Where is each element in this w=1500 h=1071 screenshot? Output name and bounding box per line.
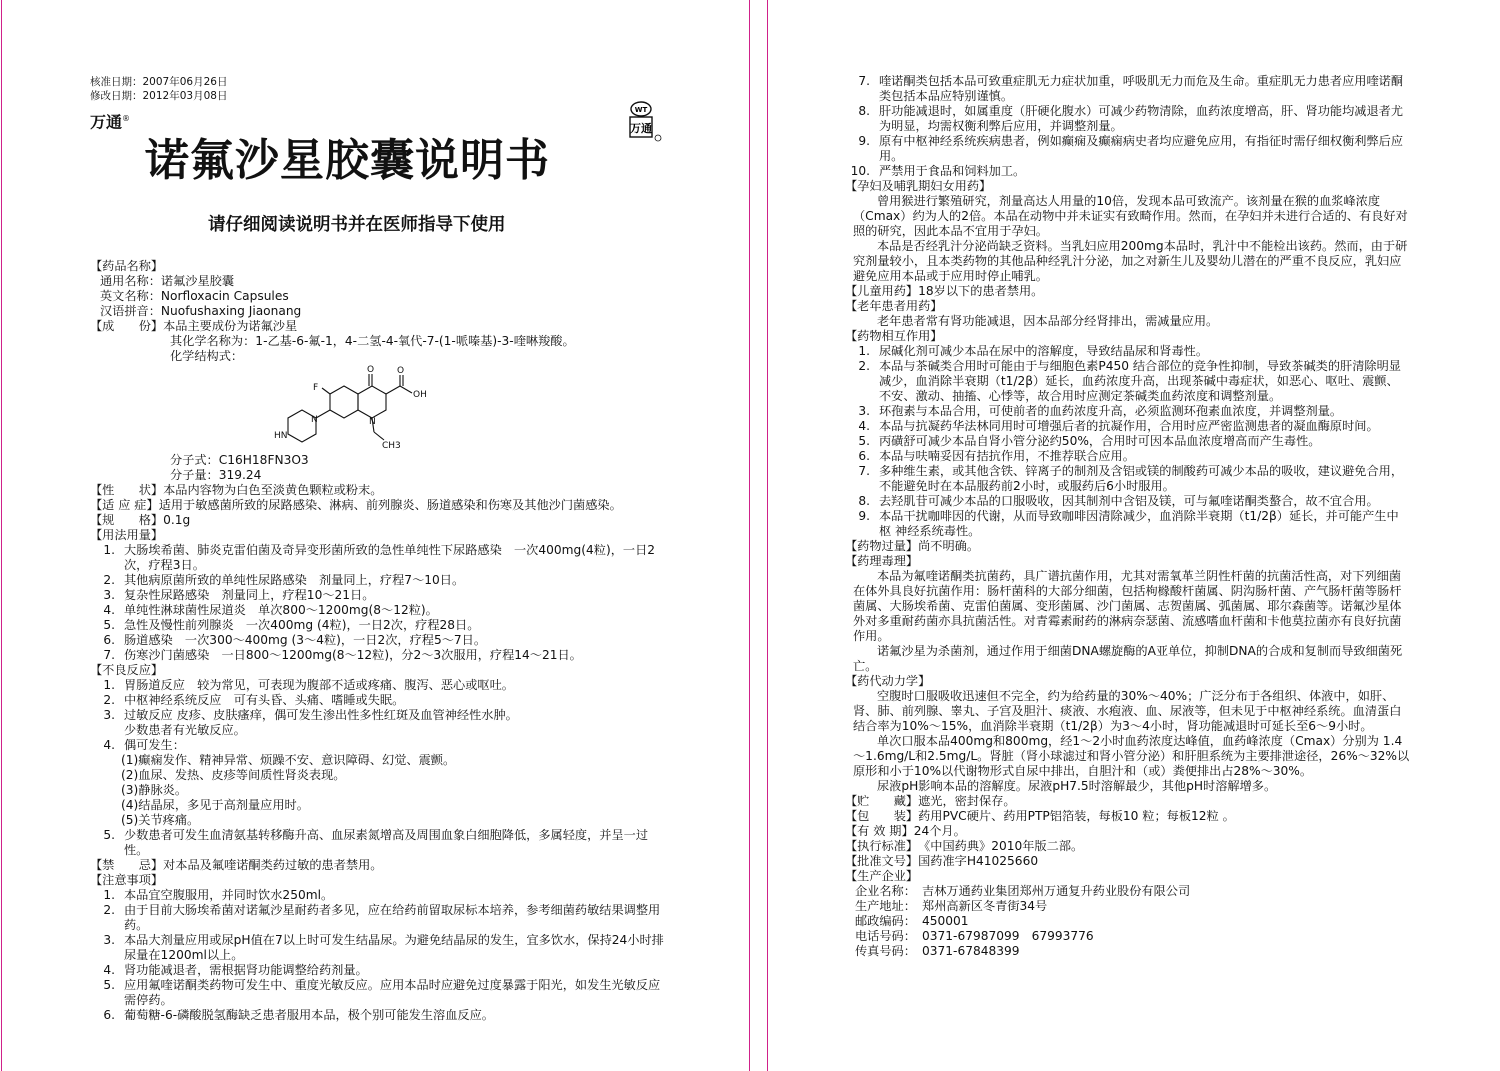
list-item-number: 1. — [103, 543, 115, 557]
sub-list-item: (3)静脉炎。 — [121, 783, 188, 797]
list-item-text: 丙磺舒可减少本品自肾小管分泌约50%，合用时可因本品血浓度增高而产生毒性。 — [879, 434, 1321, 448]
adverse-3-continued: 少数患者有光敏反应。 — [124, 723, 246, 737]
left-body — [90, 259, 670, 1023]
list-item-text: 大肠埃希菌、肺炎克雷伯菌及奇异变形菌所致的急性单纯性下尿路感染 一次400mg(4粒)，一日2次，疗程3日。 — [124, 543, 656, 572]
list-item — [90, 903, 670, 933]
precautions-list — [90, 888, 670, 1023]
approval-row — [845, 854, 1410, 869]
validity-text: 24个月。 — [913, 824, 966, 838]
list-item-text: 环孢素与本品合用，可使前者的血药浓度升高，必须监测环孢素血浓度，并调整剂量。 — [879, 404, 1343, 418]
svg-text:N: N — [311, 415, 318, 425]
precautions-header: 【注意事项】 — [90, 873, 164, 887]
list-item-number: 7. — [858, 464, 870, 478]
pharmacology-header: 【药理毒理】 — [845, 554, 919, 568]
list-item-number: 8. — [858, 104, 870, 118]
list-item-number: 3. — [858, 404, 870, 418]
list-item — [845, 404, 1410, 419]
approval-label: 【批准文号】 — [845, 854, 919, 868]
adverse-list — [90, 678, 670, 723]
properties-row — [90, 483, 670, 498]
list-item-number: 9. — [858, 509, 870, 523]
usage-header: 【用法用量】 — [90, 528, 164, 542]
sub-list-item: (4)结晶尿，多见于高剂量应用时。 — [121, 798, 309, 812]
standard-label: 【执行标准】 — [845, 839, 919, 853]
page-fold-left — [749, 0, 750, 1071]
list-item-text: 肾功能减退者，需根据肾功能调整给药剂量。 — [124, 963, 368, 977]
children-label: 【儿童用药】 — [845, 284, 919, 298]
approval-date: 核准日期：2007年06月26日 — [90, 76, 228, 88]
list-item-number: 2. — [103, 903, 115, 917]
list-item — [845, 434, 1410, 449]
contra-row — [90, 858, 670, 873]
list-item — [90, 618, 670, 633]
list-item-text: 喹诺酮类包括本品可致重症肌无力症状加重，呼吸肌无力而危及生命。重症肌无力患者应用喹诺酮类包括本品应特别谨慎。 — [879, 74, 1404, 103]
list-item-text: 过敏反应 皮疹、皮肤瘙痒，偶可发生渗出性多性红斑及血管神经性水肿。 — [124, 708, 518, 722]
list-item-text: 急性及慢性前列腺炎 一次400mg (4粒)，一日2次，疗程28日。 — [124, 618, 480, 632]
wantong-logo-icon — [622, 100, 664, 144]
indications-row — [90, 498, 670, 513]
svg-text:O: O — [367, 365, 375, 375]
list-item-number: 7. — [858, 74, 870, 88]
precautions-continued-list — [845, 74, 1410, 179]
standard-text: 《中国药典》2010年版二部。 — [918, 839, 1084, 853]
pk-paragraph-1: 空腹时口服吸收迅速但不完全，约为给药量的30%～40%；广泛分布于各组织、体液中，如肝、肾、肺、前列腺、睾丸、子宫及胆汁、痰液、水疱液、血、尿液等，但未见于中枢神经系统。血清蛋白结合率为10%～15%，血消除半衰期（t1/2β）为3～4小时，肾功能减退时可延长至6～9小时。 — [853, 689, 1402, 733]
validity-row — [845, 824, 1410, 839]
list-item-number: 7. — [103, 648, 115, 662]
children-text: 18岁以下的患者禁用。 — [918, 284, 1044, 298]
list-item — [90, 978, 670, 1008]
list-item — [90, 573, 670, 588]
list-item — [90, 708, 670, 723]
svg-text:F: F — [313, 383, 319, 393]
list-item: 4. 偶可发生： — [90, 738, 670, 753]
list-item-text: 伤寒沙门菌感染 一日800～1200mg(8～12粒)，分2～3次服用，疗程14～21日。 — [124, 648, 582, 662]
pharmacology-paragraph-1: 本品为氟喹诺酮类抗菌药，具广谱抗菌作用，尤其对需氧革兰阴性杆菌的抗菌活性高，对下列细菌在体外具良好抗菌作用：肠杆菌科的大部分细菌，包括枸橼酸杆菌属、阴沟肠杆菌、产气肠杆菌等肠杆菌属、大肠埃希菌、克雷伯菌属、变形菌属、沙门菌属、志贺菌属、弧菌属、耶尔森菌等。诺氟沙星体外对多重耐药菌亦具抗菌活性。对青霉素耐药的淋病奈瑟菌、流感嗜血杆菌和卡他莫拉菌亦有良好抗菌作用。 — [853, 569, 1402, 643]
list-item — [845, 449, 1410, 464]
list-item-text: 由于目前大肠埃希菌对诺氟沙星耐药者多见，应在给药前留取尿标本培养，参考细菌药敏结果调整用药。 — [124, 903, 661, 932]
standard-row — [845, 839, 1410, 854]
company-address: 生产地址： 郑州高新区冬青街34号 — [855, 899, 1048, 913]
list-item-text: 中枢神经系统反应 可有头昏、头痛、嗜睡或失眠。 — [124, 693, 405, 707]
spec-text: 0.1g — [163, 513, 191, 527]
adverse-4-text: 偶可发生： — [124, 738, 185, 752]
list-item-text: 尿碱化剂可减少本品在尿中的溶解度，导致结晶尿和肾毒性。 — [879, 344, 1209, 358]
list-item — [90, 543, 670, 573]
list-item-text: 多种维生素，或其他含铁、锌离子的制剂及含铝或镁的制酸药可减少本品的吸收，建议避免合用，不能避免时在本品服药前2小时，或服药后6小时服用。 — [879, 464, 1404, 493]
chemical-name: 其化学名称为：1-乙基-6-氟-1，4-二氢-4-氧代-7-(1-哌嗪基)-3-喹啉羧酸。 — [170, 334, 575, 348]
list-item-number: 4. — [858, 419, 870, 433]
interactions-header: 【药物相互作用】 — [845, 329, 943, 343]
list-item-number: 6. — [103, 1008, 115, 1022]
list-item — [845, 74, 1410, 104]
list-item-number: 5. — [858, 434, 870, 448]
svg-text:HN: HN — [274, 431, 288, 441]
list-item — [845, 344, 1410, 359]
list-item — [90, 693, 670, 708]
pinyin-name: 汉语拼音：Nuofushaxing Jiaonang — [100, 304, 302, 318]
list-item-text: 本品干扰咖啡因的代谢，从而导致咖啡因清除减少，血消除半衰期（t1/2β）延长，并可能产生中枢 神经系统毒性。 — [879, 509, 1399, 538]
list-item — [845, 419, 1410, 434]
storage-text: 遮光，密封保存。 — [918, 794, 1016, 808]
list-item-text: 肠道感染 一次300～400mg (3～4粒)，一日2次，疗程5～7日。 — [124, 633, 487, 647]
list-item — [845, 509, 1410, 539]
list-item-number: 8. — [858, 494, 870, 508]
svg-text:CH3: CH3 — [382, 441, 401, 451]
list-item-text: 本品与呋喃妥因有拮抗作用，不推荐联合应用。 — [879, 449, 1135, 463]
list-item-number: 6. — [858, 449, 870, 463]
spec-label: 【规 格】 — [90, 513, 164, 527]
children-row — [845, 284, 1410, 299]
list-item-number: 3. — [103, 588, 115, 602]
list-item-number: 2. — [103, 573, 115, 587]
list-item-text: 应用氟喹诺酮类药物可发生中、重度光敏反应。应用本品时应避免过度暴露于阳光，如发生光敏反应需停药。 — [124, 978, 661, 1007]
overdose-row — [845, 539, 1410, 554]
drug-name-header: 【药品名称】 — [90, 259, 164, 273]
list-item: 5. 少数患者可发生血清氨基转移酶升高、血尿素氮增高及周围血象白细胞降低，多属轻度，并呈一过性。 — [90, 828, 670, 858]
list-item-number: 4. — [103, 603, 115, 617]
list-item-number: 1. — [858, 344, 870, 358]
sub-list-item: (1)癫痫发作、精神异常、烦躁不安、意识障碍、幻觉、震颤。 — [121, 753, 456, 767]
contra-text: 对本品及氟喹诺酮类药过敏的患者禁用。 — [163, 858, 383, 872]
list-item — [845, 134, 1410, 164]
list-item — [845, 464, 1410, 494]
list-item-number: 5. — [103, 618, 115, 632]
pregnancy-paragraph-1: 曾用猴进行繁殖研究，剂量高达人用量的10倍，发现本品可致流产。该剂量在猴的血浆峰浓度（Cmax）约为人的2倍。本品在动物中并未证实有致畸作用。然而，在孕妇并未进行合适的、有良好对照的研究，因此本品不宜用于孕妇。 — [853, 194, 1408, 238]
pharmacology-paragraph-2: 诺氟沙星为杀菌剂，通过作用于细菌DNA螺旋酶的A亚单位，抑制DNA的合成和复制而导致细菌死亡。 — [853, 644, 1403, 673]
list-item — [845, 104, 1410, 134]
validity-label: 【有 效 期】 — [845, 824, 914, 838]
list-item-number: 9. — [858, 134, 870, 148]
list-item-number: 3. — [103, 708, 115, 722]
chemical-structure-diagram — [270, 364, 450, 456]
composition-text: 本品主要成份为诺氟沙星 — [163, 319, 298, 333]
pk-header: 【药代动力学】 — [845, 674, 931, 688]
list-item — [90, 963, 670, 978]
adverse-5-text: 少数患者可发生血清氨基转移酶升高、血尿素氮增高及周围血象白细胞降低，多属轻度，并呈一过性。 — [124, 828, 649, 857]
list-item — [90, 888, 670, 903]
pregnancy-header: 【孕妇及哺乳期妇女用药】 — [845, 179, 992, 193]
storage-label: 【贮 藏】 — [845, 794, 919, 808]
list-item — [90, 1008, 670, 1023]
english-name: 英文名称：Norfloxacin Capsules — [100, 289, 289, 303]
left-page-border — [1, 0, 2, 1071]
pk-paragraph-2: 单次口服本品400mg和800mg，经1～2小时血药浓度达峰值，血药峰浓度（Cmax）分别为 1.4～1.6mg/L和2.5mg/L。肾脏（肾小球滤过和肾小管分泌）和肝胆系统为主要排泄途径，26%～32%以原形和小于10%以代谢物形式自尿中排出，自胆汁和（或）粪便排出占28%～30%。 — [853, 734, 1410, 778]
properties-label: 【性 状】 — [90, 483, 164, 497]
list-item-text: 去羟肌苷可减少本品的口服吸收，因其制剂中含铝及镁，可与氟喹诺酮类螯合，故不宜合用。 — [879, 494, 1379, 508]
right-page — [845, 74, 1410, 959]
list-item-text: 原有中枢神经系统疾病患者，例如癫痫及癫痫病史者均应避免应用，有指征时需仔细权衡利弊后应用。 — [879, 134, 1404, 163]
adverse-4-sublist — [90, 753, 670, 828]
document-title: 诺氟沙星胶囊说明书 — [145, 135, 550, 186]
list-item-text: 单纯性淋球菌性尿道炎 单次800～1200mg(8～12粒)。 — [124, 603, 438, 617]
contra-label: 【禁 忌】 — [90, 858, 164, 872]
indications-label: 【适 应 症】 — [90, 498, 159, 512]
list-item-text: 胃肠道反应 较为常见，可表现为腹部不适或疼痛、腹泻、恶心或呕吐。 — [124, 678, 514, 692]
usage-list — [90, 543, 670, 663]
list-item-text: 本品宜空腹服用，并同时饮水250ml。 — [124, 888, 334, 902]
spec-row — [90, 513, 670, 528]
postcode: 邮政编码： 450001 — [855, 914, 969, 928]
approval-text: 国药准字H41025660 — [918, 854, 1039, 868]
list-item-number: 1. — [103, 678, 115, 692]
pregnancy-paragraph-2: 本品是否经乳汁分泌尚缺乏资料。当乳妇应用200mg本品时，乳汁中不能检出该药。然而，由于研究剂量较小，且本类药物的其他品种经乳汁分泌，加之对新生儿及婴幼儿潜在的严重不良反应，乳妇应避免应用本品或于应用时停止哺乳。 — [853, 239, 1408, 283]
list-item-text: 葡萄糖-6-磷酸脱氢酶缺乏患者服用本品，极个别可能发生溶血反应。 — [124, 1008, 494, 1022]
left-page — [90, 75, 670, 1022]
composition-row — [90, 319, 670, 334]
interactions-list — [845, 344, 1410, 539]
list-item-number: 2. — [103, 693, 115, 707]
list-item-number: 6. — [103, 633, 115, 647]
package-text: 药用PVC硬片、药用PTP铝箔装，每板10 粒；每板12粒 。 — [918, 809, 1235, 823]
phone-number: 电话号码： 0371-67987099 67993776 — [855, 929, 1094, 943]
sub-list-item: (2)血尿、发热、皮疹等间质性肾炎表现。 — [121, 768, 346, 782]
list-item-text: 本品与茶碱类合用时可能由于与细胞色素P450 结合部位的竞争性抑制，导致茶碱类的肝清除明显减少，血消除半衰期（t1/2β）延长，血药浓度升高，出现茶碱中毒症状，如恶心、呕吐、震颤、不安、激动、抽搐、心悸等，故合用时应测定茶碱类血药浓度和调整剂量。 — [879, 359, 1401, 403]
page-fold-right — [767, 0, 768, 1071]
svg-text:万通: 万通 — [630, 122, 652, 135]
list-item-text: 肝功能减退时，如属重度（肝硬化腹水）可减少药物清除，血药浓度增高，肝、肾功能均减退者尤为明显，均需权衡利弊后应用，并调整剂量。 — [879, 104, 1404, 133]
manufacturer-header: 【生产企业】 — [845, 869, 919, 883]
fax-number: 传真号码： 0371-67848399 — [855, 944, 1020, 958]
svg-text:OH: OH — [413, 390, 427, 400]
svg-text:O: O — [397, 366, 405, 376]
list-item-number: 2. — [858, 359, 870, 373]
list-item-text: 严禁用于食品和饲料加工。 — [879, 164, 1026, 178]
overdose-text: 尚不明确。 — [918, 539, 980, 553]
list-item-number: 1. — [103, 888, 115, 902]
elderly-text: 老年患者常有肾功能减退，因本品部分经肾排出，需减量应用。 — [877, 314, 1219, 328]
document-subtitle: 请仔细阅读说明书并在医师指导下使用 — [208, 215, 506, 235]
package-row — [845, 809, 1410, 824]
molecular-weight: 分子量：319.24 — [170, 468, 262, 482]
list-item — [90, 648, 670, 663]
pk-paragraph-3: 尿液pH影响本品的溶解度。尿液pH7.5时溶解最少，其他pH时溶解增多。 — [877, 779, 1277, 793]
list-item — [845, 359, 1410, 404]
list-item-number: 10. — [850, 164, 870, 178]
molecular-formula: 分子式：C16H18FN3O3 — [170, 453, 309, 467]
list-item-number: 4. — [103, 963, 115, 977]
package-label: 【包 装】 — [845, 809, 919, 823]
list-item — [845, 494, 1410, 509]
list-item — [845, 164, 1410, 179]
composition-label: 【成 份】 — [90, 319, 164, 333]
svg-text:N: N — [369, 417, 376, 427]
list-item-number: 5. — [103, 978, 115, 992]
list-item-text: 复杂性尿路感染 剂量同上，疗程10～21日。 — [124, 588, 375, 602]
list-item — [90, 678, 670, 693]
properties-text: 本品内容物为白色至淡黄色颗粒或粉末。 — [163, 483, 383, 497]
company-name: 企业名称： 吉林万通药业集团郑州万通复升药业股份有限公司 — [855, 884, 1191, 898]
brand-name: 万通® — [90, 112, 131, 132]
list-item-text: 本品与抗凝药华法林同用时可增强后者的抗凝作用，合用时应严密监测患者的凝血酶原时间。 — [879, 419, 1379, 433]
list-item — [90, 633, 670, 648]
storage-row — [845, 794, 1410, 809]
sub-list-item: (5)关节疼痛。 — [121, 813, 200, 827]
list-item-text: 其他病原菌所致的单纯性尿路感染 剂量同上，疗程7～10日。 — [124, 573, 465, 587]
list-item — [90, 933, 670, 963]
list-item — [90, 588, 670, 603]
list-item-text: 本品大剂量应用或尿pH值在7以上时可发生结晶尿。为避免结晶尿的发生，宜多饮水，保持24小时排尿量在1200ml以上。 — [124, 933, 664, 962]
indications-text: 适用于敏感菌所致的尿路感染、淋病、前列腺炎、肠道感染和伤寒及其他沙门菌感染。 — [158, 498, 622, 512]
list-item — [90, 603, 670, 618]
adverse-header: 【不良反应】 — [90, 663, 164, 677]
elderly-header: 【老年患者用药】 — [845, 299, 943, 313]
generic-name: 通用名称：诺氟沙星胶囊 — [100, 274, 235, 288]
structure-label: 化学结构式： — [170, 349, 244, 363]
overdose-label: 【药物过量】 — [845, 539, 919, 553]
svg-text:WT: WT — [634, 106, 648, 114]
revision-date: 修改日期：2012年03月08日 — [90, 90, 228, 102]
list-item-number: 3. — [103, 933, 115, 947]
